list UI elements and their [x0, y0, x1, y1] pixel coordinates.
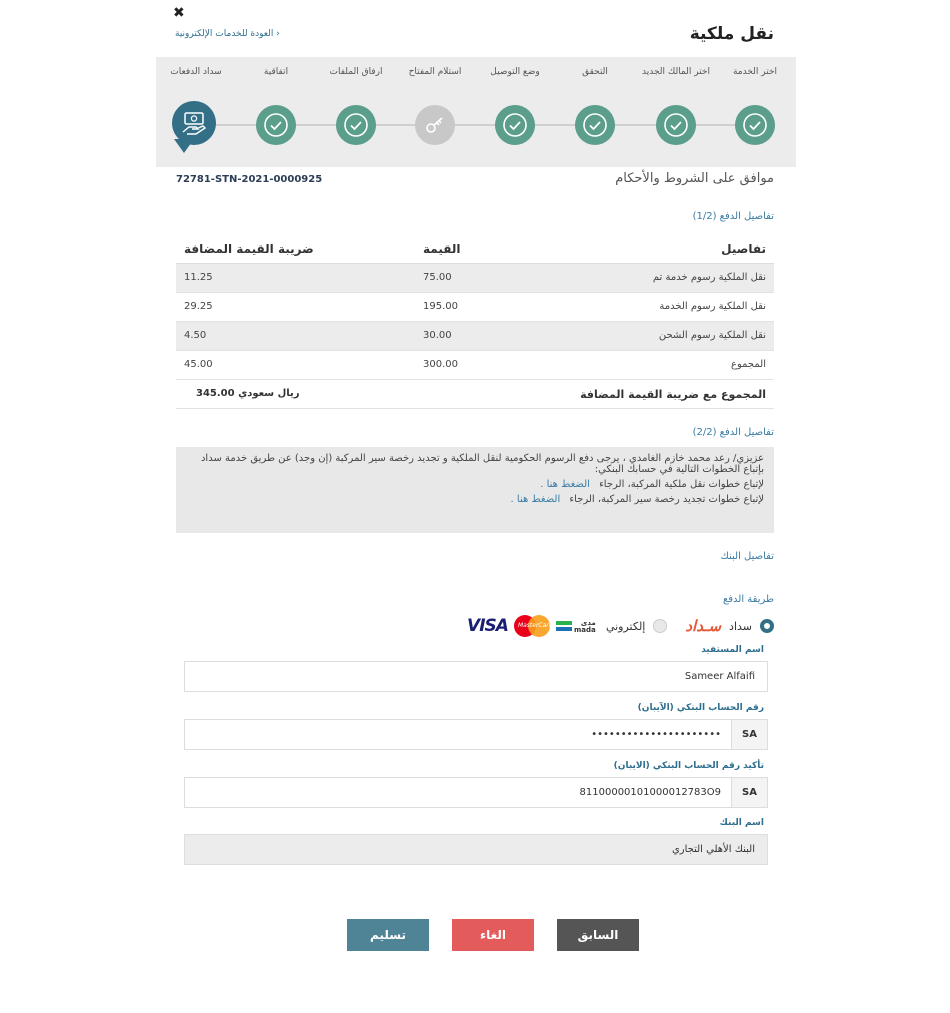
iban-label: رقم الحساب البنكي (الآيبان): [637, 703, 764, 713]
iban-confirm-value: 81100000101000012783O9: [579, 787, 721, 798]
total-row: [176, 380, 774, 409]
renewal-steps-link[interactable]: الضغط هنا .: [510, 494, 561, 505]
bank-details-title: تفاصيل البنك: [720, 551, 774, 562]
bank-name-label: اسم البنك: [719, 818, 764, 828]
electronic-radio[interactable]: [653, 619, 667, 633]
submit-button[interactable]: تسليم: [347, 919, 429, 951]
cancel-button[interactable]: الغاء: [452, 919, 534, 951]
reference-number: 72781-STN-2021-0000925: [176, 174, 323, 185]
row-details: المجموع: [731, 359, 766, 370]
sadad-label: سداد: [729, 619, 752, 633]
row-value: 75.00: [423, 272, 452, 283]
step-payments[interactable]: [172, 101, 216, 145]
total-amount: [184, 388, 300, 399]
cash-hand-icon: [179, 108, 209, 138]
iban-confirm-prefix: SA: [731, 778, 767, 807]
step-label-verification: التحقق: [582, 67, 608, 77]
table-row: [176, 264, 774, 293]
payment-details-2-title: تفاصيل الدفع (2/2): [692, 427, 774, 438]
row-vat: 45.00: [184, 359, 213, 370]
page-title: نقل ملكية: [689, 24, 774, 44]
row-vat: 29.25: [184, 301, 213, 312]
mastercard-logo: MasterCard: [514, 615, 550, 637]
row-details: نقل الملكية رسوم الشحن: [658, 330, 766, 341]
instruction-transfer-text: لإتباع خطوات نقل ملكية المركبة، الرجاء: [599, 479, 764, 490]
terms-agreed-text: موافق على الشروط والأحكام: [615, 171, 774, 186]
payment-instructions-box: [176, 447, 774, 533]
progress-stepper: [156, 57, 796, 167]
row-details: نقل الملكية رسوم خدمة تم: [652, 272, 766, 283]
check-icon: [742, 112, 768, 138]
back-to-eservices-link[interactable]: ‹ العودة للخدمات الإلكترونية: [175, 29, 280, 39]
payment-details-1-title: تفاصيل الدفع (1/2): [692, 211, 774, 222]
total-currency: ريال سعودي: [238, 388, 300, 399]
iban-prefix: SA: [731, 720, 767, 749]
iban-confirm-label: تأكيد رقم الحساب البنكي (الايبان): [613, 761, 764, 771]
step-label-new-owner: اختر المالك الجديد: [642, 67, 710, 77]
beneficiary-name-value: Sameer Alfaifi: [684, 671, 755, 682]
beneficiary-name-label: اسم المستفيد: [701, 645, 764, 655]
card-logos: [467, 615, 596, 637]
check-icon: [663, 112, 689, 138]
table-row: [176, 351, 774, 380]
step-attachments[interactable]: [336, 105, 376, 145]
step-agreement[interactable]: [256, 105, 296, 145]
row-value: 300.00: [423, 359, 458, 370]
step-delivery[interactable]: [495, 105, 535, 145]
fees-table: [176, 235, 774, 409]
payment-method-title: طريقة الدفع: [722, 594, 774, 605]
step-choose-service[interactable]: [735, 105, 775, 145]
step-label-choose-service: اختر الخدمة: [732, 67, 778, 77]
table-row: [176, 293, 774, 322]
payment-instructions-message: عزيزي/ رعد محمد خازم الغامدي ، يرجى دفع الرسوم الحكومية لنقل الملكية و تجديد رخصة سير المركبة (إن وجد) عن طريق خدمة سداد بإتباع الخطوات التالية في حسابك البنكي:: [200, 453, 764, 475]
step-verification[interactable]: [575, 105, 615, 145]
check-icon: [582, 112, 608, 138]
bank-name-value: البنك الأهلي التجاري: [671, 844, 755, 855]
step-label-delivery: وضع التوصيل: [490, 67, 540, 77]
previous-button[interactable]: السابق: [557, 919, 639, 951]
step-label-attachments: ارفاق الملفات: [329, 67, 383, 77]
key-icon: [422, 112, 448, 138]
step-label-key-receipt: استلام المفتاح: [408, 67, 462, 77]
step-new-owner[interactable]: [656, 105, 696, 145]
iban-field[interactable]: [184, 719, 768, 750]
instruction-transfer-steps: [186, 479, 764, 490]
step-key-receipt[interactable]: [415, 105, 455, 145]
row-value: 30.00: [423, 330, 452, 341]
sadad-radio[interactable]: [760, 619, 774, 633]
transfer-steps-link[interactable]: الضغط هنا .: [540, 479, 590, 490]
header-value: القيمة: [423, 242, 461, 256]
check-icon: [343, 112, 369, 138]
total-value: 345.00: [196, 388, 235, 399]
row-details: نقل الملكية رسوم الخدمة: [659, 301, 766, 312]
check-icon: [502, 112, 528, 138]
row-value: 195.00: [423, 301, 458, 312]
close-icon[interactable]: ✖: [173, 5, 185, 21]
check-icon: [263, 112, 289, 138]
iban-confirm-field[interactable]: [184, 777, 768, 808]
table-row: [176, 322, 774, 351]
beneficiary-name-field[interactable]: [184, 661, 768, 692]
total-label: المجموع مع ضريبة القيمة المضافة: [580, 388, 766, 401]
payment-method-options: [354, 614, 774, 638]
bank-name-field: [184, 834, 768, 865]
instruction-renewal-text: لإتباع خطوات تجديد رخصة سير المركبة، الرجاء: [569, 494, 764, 505]
visa-logo: VISA: [467, 616, 508, 636]
header-vat: ضريبة القيمة المضافة: [184, 242, 314, 256]
step-label-payments: سداد الدفعات: [170, 67, 222, 77]
mada-logo: مدى mada: [556, 618, 592, 634]
row-vat: 4.50: [184, 330, 207, 341]
header-details: تفاصيل: [721, 242, 766, 256]
iban-value: ••••••••••••••••••••••: [591, 729, 721, 740]
instruction-renewal-steps: [186, 494, 764, 505]
electronic-label: إلكتروني: [605, 619, 646, 633]
step-label-agreement: اتفاقية: [263, 67, 289, 77]
sadad-logo: سـداد: [685, 617, 722, 635]
row-vat: 11.25: [184, 272, 213, 283]
fees-table-header: [176, 235, 774, 264]
